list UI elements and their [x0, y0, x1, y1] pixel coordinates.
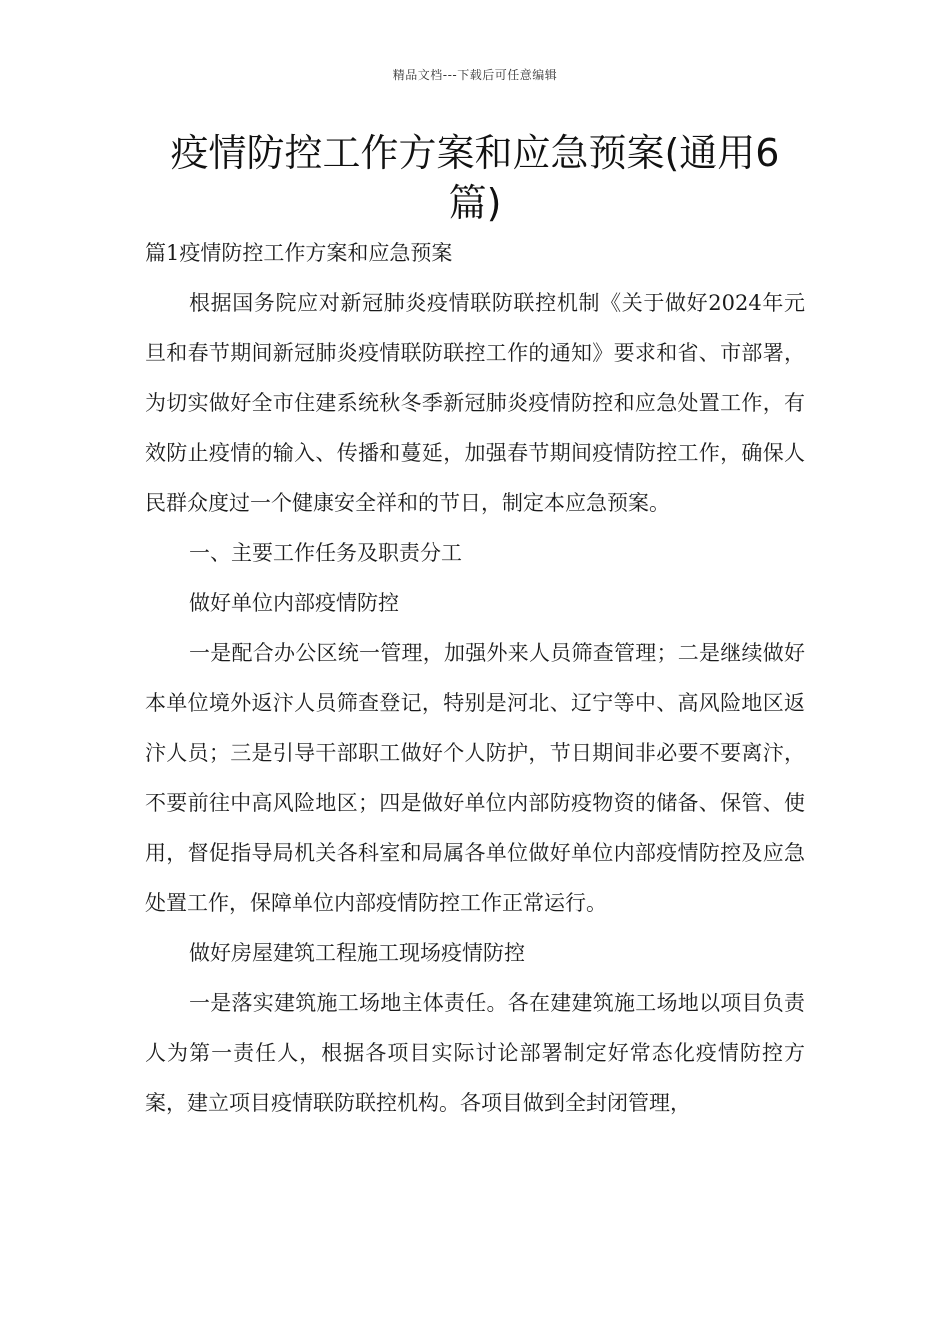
page-header: 精品文档---下载后可任意编辑: [392, 68, 558, 82]
paragraph-internal-control: 一是配合办公区统一管理，加强外来人员筛查管理；二是继续做好本单位境外返汴人员筛查登记，特别是河北、辽宁等中、高风险地区返汴人员；三是引导干部职工做好个人防护，节日期间非必要不要离汴，不要前往中高风险地区；四是做好单位内部防疫物资的储备、保管、使用，督促指导局机关各科室和局属各单位做好单位内部疫情防控及应急处置工作，保障单位内部疫情防控工作正常运行。: [145, 641, 805, 915]
paragraph-intro: 根据国务院应对新冠肺炎疫情联防联控机制《关于做好2024年元旦和春节期间新冠肺炎疫情联防联控工作的通知》要求和省、市部署，为切实做好全市住建系统秋冬季新冠肺炎疫情防控和应急处置工作，有效防止疫情的输入、传播和蔓延，加强春节期间疫情防控工作，确保人民群众度过一个健康安全祥和的节日，制定本应急预案。: [145, 291, 805, 515]
subheading-internal-control: 做好单位内部疫情防控: [189, 591, 399, 615]
subheading-construction-site: 做好房屋建筑工程施工现场疫情防控: [189, 941, 525, 965]
heading-main-tasks: 一、主要工作任务及职责分工: [189, 541, 462, 565]
document-body: [145, 228, 805, 1128]
section-heading: 篇1疫情防控工作方案和应急预案: [145, 241, 453, 265]
document-title: 疫情防控工作方案和应急预案(通用6篇): [170, 131, 780, 225]
paragraph-construction-site: 一是落实建筑施工场地主体责任。各在建建筑施工场地以项目负责人为第一责任人，根据各项目实际讨论部署制定好常态化疫情防控方案，建立项目疫情联防联控机构。各项目做到全封闭管理，: [145, 991, 805, 1115]
